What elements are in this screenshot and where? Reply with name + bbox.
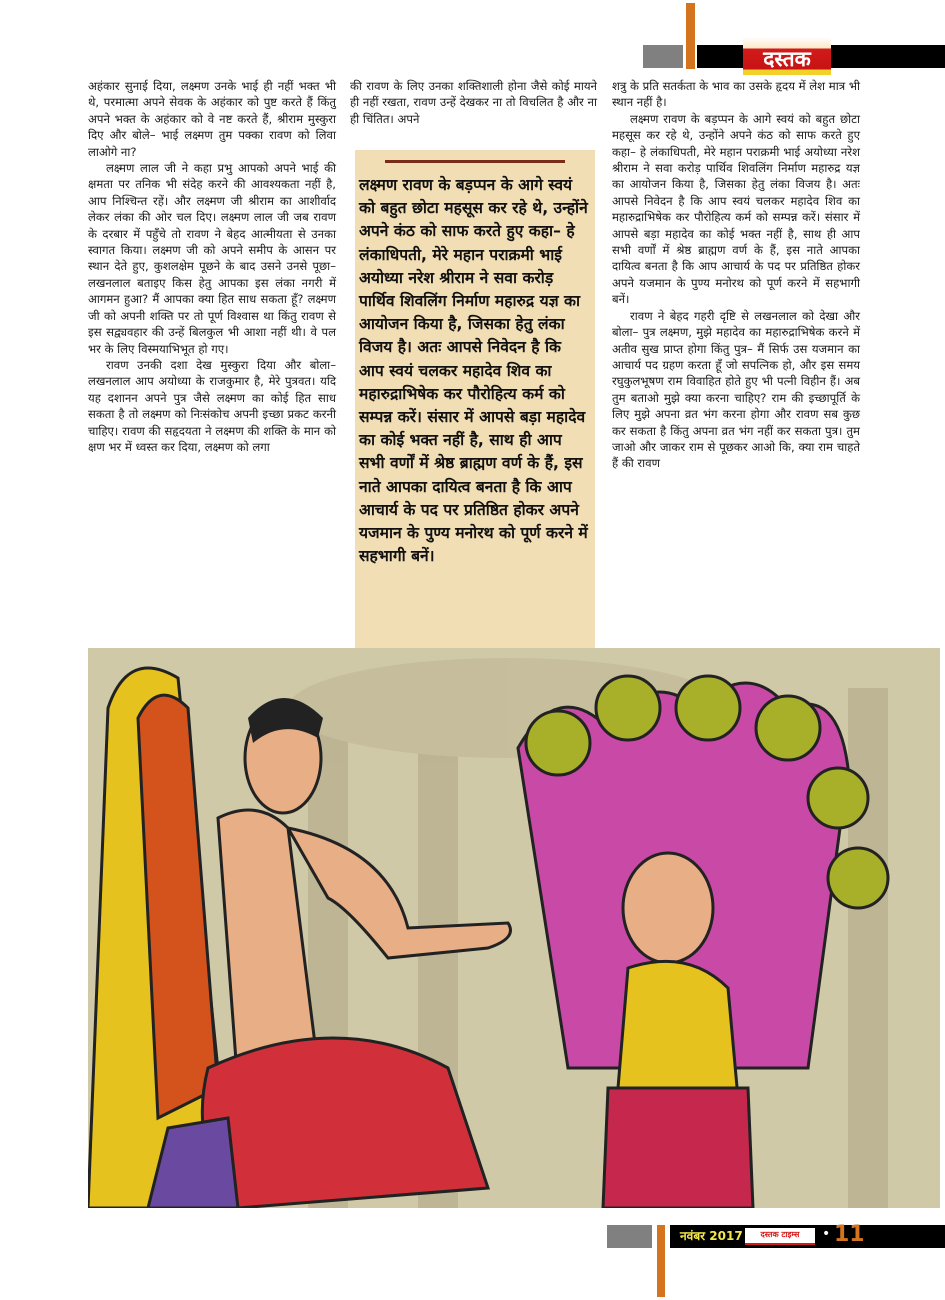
footer-bullet: •: [822, 1226, 831, 1242]
article-column-1: [88, 78, 336, 455]
pull-quote-text: लक्ष्मण रावण के बड़प्पन के आगे स्वयं को बहुत छोटा महसूस कर रहे थे, उन्होंने अपने कंठ को साफ करते हुए कहा– हे लंकाधिपती, मेरे महान पराक्रमी भाई अयोध्या नरेश श्रीराम ने सवा करोड़ पार्थिव शिवलिंग निर्माण महारुद्र यज्ञ का आयोजन किया है, जिसका हेतु लंका विजय है। अतः आपसे निवेदन है कि आप स्वयं चलकर महादेव शिव का महारुद्राभिषेक कर पौरोहित्य कर्म को सम्पन्न करें। संसार में आपसे बड़ा महादेव का कोई भक्त नहीं है, साथ ही आप सभी वर्णों में श्रेष्ठ ब्राह्मण वर्ण के हैं, इस नाते आपका दायित्व बनता है कि आप आचार्य के पद पर प्रतिष्ठित होकर अपने यजमान के पुण्य मनोरथ को पूर्ण करने में सहभागी बनें।: [359, 176, 588, 566]
page-number: 11: [834, 1222, 865, 1247]
article-column-2: [350, 78, 597, 127]
paragraph: अहंकार सुनाई दिया, लक्ष्मण उनके भाई ही नहीं भक्त भी थे, परमात्मा अपने सेवक के अहंकार को पुष्ट करते हैं किंतु अपने भक्त के अहंकार को वे नष्ट करते हैं, श्रीराम मुस्कुरा दिए और बोले– भाई लक्ष्मण तुम पक्का रावण को लिवा लाओगे ना?: [88, 79, 336, 159]
magazine-logo: दस्तक: [743, 37, 831, 75]
article-column-3: [612, 78, 860, 472]
paragraph: लक्ष्मण लाल जी ने कहा प्रभु आपको अपने भाई की क्षमता पर तनिक भी संदेह करने की आवश्यकता नहीं है, आप निश्चिन्त रहें। और लक्ष्मण जी श्रीराम का आशीर्वाद लेकर लंका की ओर चल दिए। लक्ष्मण लाल जी जब रावण के दरबार में पहुँचे तो रावण ने बेहद आत्मीयता से उनका स्वागत किया। लक्ष्मण जी को अपने समीप के आसन पर स्थान देते हुए, कुशलक्षेम पूछने के बाद उसने उनसे पूछा– लखनलाल बताइए किस हेतु आपका इस लंका नगरी में आगमन हुआ? मैं आपका क्या हित साध सकता हूँ? लक्ष्मण जी को अपनी शक्ति पर तो पूर्ण विश्वास था किंतु रावण से इस सद्व्यवहार की उन्हें बिलकुल भी आशा नहीं थी। वे पल भर के लिए विस्मयाभिभूत हो गए।: [88, 161, 336, 356]
footer-orange-bar: [657, 1225, 665, 1297]
paragraph: की रावण के लिए उनका शक्तिशाली होना जैसे कोई मायने ही नहीं रखता, रावण उन्हें देखकर ना तो विचलित है और ना ही चिंतित। अपने: [350, 79, 597, 126]
ravana-lakshmana-illustration: [88, 648, 940, 1208]
paragraph: रावण ने बेहद गहरी दृष्टि से लखनलाल को देखा और बोला– पुत्र लक्ष्मण, मुझे महादेव का महारुद्राभिषेक करने में अतीव सुख प्राप्त होगा किंतु पुत्र– मैं सिर्फ उस यजमान का आचार्य पद ग्रहण करता हूँ जो सपत्निक हो, और इस समय रघुकुलभूषण राम विवाहित होते हुए भी पत्नी विहीन हैं। अब तुम बताओ मुझे क्या करना चाहिए? राम की इच्छापूर्ति के लिए मुझे अपना व्रत भंग करना होगा और रावण सब कुछ कर सकता है किंतु अपना व्रत भंग नहीं कर सकता पुत्र। तुम जाओ और जाकर राम से पूछकर आओ कि, क्या राम चाहते हैं की रावण: [612, 308, 860, 471]
paragraph: लक्ष्मण रावण के बड़प्पन के आगे स्वयं को बहुत छोटा महसूस कर रहे थे, उन्होंने अपने कंठ को साफ करते हुए कहा– हे लंकाधिपती, मेरे महान पराक्रमी भाई अयोध्या नरेश श्रीराम ने सवा करोड़ पार्थिव शिवलिंग निर्माण महारुद्र यज्ञ का आयोजन किया है, जिसका हेतु लंका विजय है। अतः आपसे निवेदन है कि आप स्वयं चलकर महादेव शिव का महारुद्राभिषेक कर पौरोहित्य कर्म को सम्पन्न करें। संसार में आपसे बड़ा महादेव का कोई भक्त नहीं है, साथ ही आप सभी वर्णों में श्रेष्ठ ब्राह्मण वर्ण के हैं, इस नाते आपका दायित्व बनता है कि आप आचार्य के पद पर प्रतिष्ठित होकर अपने यजमान के पुण्य मनोरथ को पूर्ण करने में सहभागी बनें।: [612, 111, 860, 307]
pull-quote-box: [355, 150, 595, 662]
paragraph: रावण उनकी दशा देख मुस्कुरा दिया और बोला– लखनलाल आप अयोध्या के राजकुमार है, मेरे पुत्रवत। यदि यह दशानन अपने पुत्र जैसे लक्ष्मण का कोई हित साध सकता है तो लक्ष्मण को निःसंकोच अपनी इच्छा प्रकट करनी चाहिए। रावण की सहृदयता ने लक्ष्मण की शक्ति के मान को क्षण भर में ध्वस्त कर दिया, लक्ष्मण को लगा: [88, 357, 336, 454]
footer-magazine-logo: दस्तक टाइम्स: [745, 1228, 815, 1245]
header-gray-block: [643, 45, 683, 68]
quote-rule-top: [385, 160, 565, 163]
paragraph: शत्रु के प्रति सतर्कता के भाव का उसके हृदय में लेश मात्र भी स्थान नहीं है।: [612, 79, 860, 110]
issue-date: नवंबर 2017: [680, 1229, 743, 1243]
footer-gray-block: [607, 1225, 652, 1248]
header-orange-bar: [686, 3, 695, 69]
